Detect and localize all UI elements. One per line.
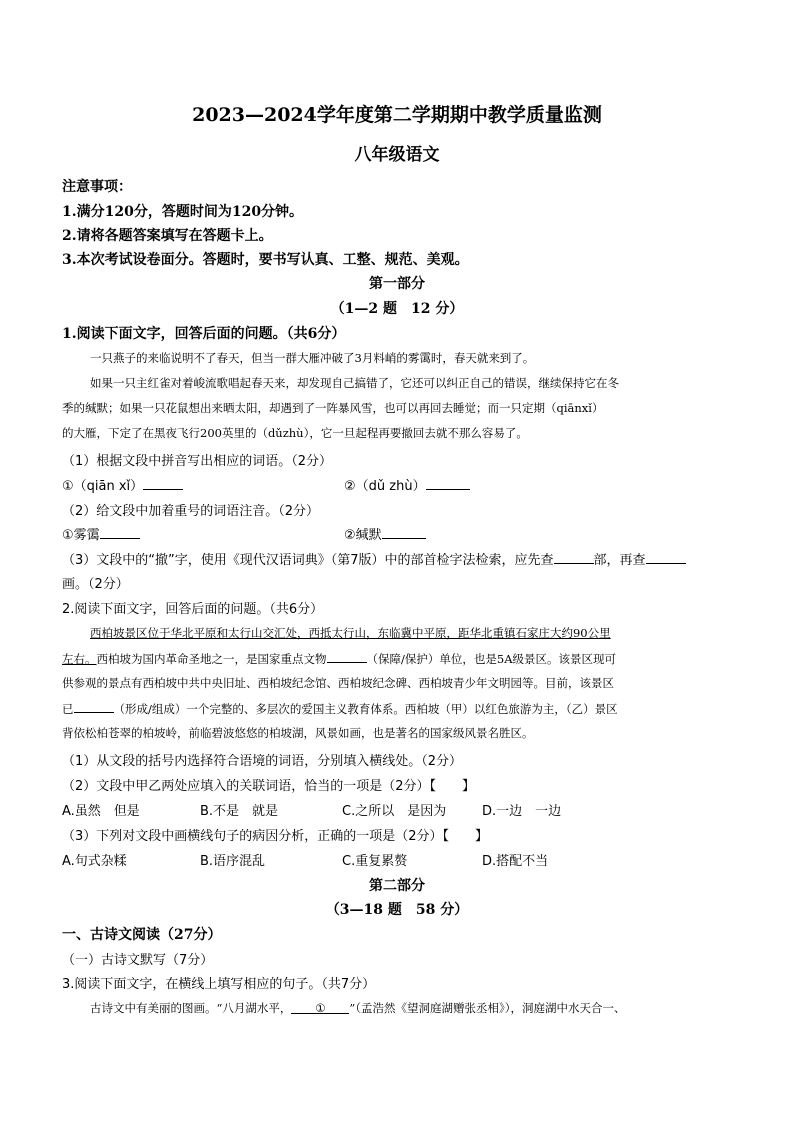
q1-sub2-a-label: ①雾霭 [62, 528, 100, 543]
answer-blank[interactable] [74, 700, 114, 713]
q2-sub1: （1）从文段的括号内选择符合语境的词语，分别填入横线处。（2分） [62, 754, 463, 769]
q1-sub2-a [62, 524, 140, 543]
part2-range: （3—18 题 58 分） [325, 902, 469, 918]
q2-sub3-option[interactable]: A.句式杂糅 [62, 854, 127, 869]
q2-sub2-option[interactable]: D.一边 一边 [482, 804, 562, 819]
q3-prompt: 3.阅读下面文字，在横线上填写相应的句子。（共7分） [62, 977, 376, 992]
answer-blank[interactable] [100, 526, 140, 539]
notes-heading: 注意事项： [62, 179, 132, 195]
q1-sub1-b-label: ②（dǔ zhù） [344, 479, 426, 494]
q1-sub3-text-a: （3）文段中的“撤”字，使用《现代汉语词典》（第7版）中的部首检字法检索，应先查 [62, 553, 554, 568]
q3-passage-text: 古诗文中有美丽的图画。“八月湖水平， [90, 1001, 292, 1015]
q2-sub3-option[interactable]: D.搭配不当 [482, 854, 549, 869]
answer-blank[interactable] [646, 551, 686, 564]
q2-passage-text: 西柏坡为国内革命圣地之一，是国家重点文物 [96, 652, 327, 666]
q1-sub3 [62, 549, 686, 568]
answer-blank[interactable]: ① [291, 1001, 349, 1014]
q2-sub2-option[interactable]: A.虽然 但是 [62, 804, 140, 819]
q1-sub2: （2）给文段中加着重号的词语注音。（2分） [62, 504, 320, 519]
q1-sub2-b [344, 524, 426, 543]
q1-sub1-b [344, 475, 470, 494]
q1-passage-line: 如果一只主红雀对着峻流歌唱起春天来，却发现自己搞错了，它还可以纠正自己的错误，继续保持它在冬 [90, 376, 619, 390]
q2-sub3: （3）下列对文段中画横线句子的病因分析，正确的一项是（2分）【 】 [62, 829, 489, 844]
exam-title: 2023—2024学年度第二学期期中教学质量监测 [192, 104, 602, 126]
q2-sub3-option[interactable]: C.重复累赘 [342, 854, 408, 869]
q1-sub3-text-b: 部，再查 [593, 553, 646, 568]
note-item: 2.请将各题答案填写在答题卡上。 [62, 228, 273, 244]
q1-sub3-tail: 画。（2分） [62, 577, 129, 592]
q1-sub1: （1）根据文段中拼音写出相应的词语。（2分） [62, 454, 333, 469]
q2-passage-line: 供参观的景点有西柏坡中共中央旧址、西柏坡纪念馆、西柏坡纪念碑、西柏坡青少年文明园等。目前，该景区 [62, 676, 614, 690]
q2-sub2-option[interactable]: B.不是 就是 [200, 804, 279, 819]
note-item: 3.本次考试设卷面分。答题时，要书写认真、工整、规范、美观。 [62, 252, 469, 268]
section1-sub: （一）古诗文默写（7分） [62, 953, 214, 968]
q2-passage-line [90, 625, 611, 641]
part1-title: 第一部分 [369, 276, 425, 292]
q2-passage-text: （保障/保护）单位，也是5A级景区。该景区现可 [366, 652, 616, 666]
q2-passage-line [62, 700, 618, 717]
q2-underlined-sentence: 西柏坡景区位于华北平原和太行山交汇处，西抵太行山，东临冀中平原，距华北重镇石家庄大约90公里 [90, 626, 611, 640]
answer-blank[interactable] [554, 551, 594, 564]
answer-blank[interactable] [382, 526, 426, 539]
q1-sub1-a-label: ①（qiān xǐ） [62, 479, 144, 494]
q2-passage-line [62, 650, 616, 667]
answer-blank[interactable] [426, 477, 470, 490]
q2-prompt: 2.阅读下面文字，回答后面的问题。（共6分） [62, 602, 324, 617]
q1-sub2-b-label: ②缄默 [344, 528, 382, 543]
answer-blank[interactable] [327, 650, 367, 663]
q2-sub3-option[interactable]: B.语序混乱 [200, 854, 266, 869]
q2-passage-text: （形成/组成）一个完整的、多层次的爱国主义教育体系。西柏坡（甲）以红色旅游为主，（乙）景区 [113, 702, 618, 716]
q1-passage-line: 的大雁，下定了在黑夜飞行200英里的（dǔzhù），它一旦起程再要撤回去就不那么容易了。 [62, 426, 528, 440]
part2-title: 第二部分 [369, 878, 425, 894]
part1-range: （1—2 题 12 分） [330, 301, 464, 317]
q2-passage-line: 背依松柏苍翠的柏坡岭，前临碧波悠悠的柏坡湖，风景如画，也是著名的国家级风景名胜区。 [62, 726, 534, 740]
q2-sub2: （2）文段中甲乙两处应填入的关联词语，恰当的一项是（2分）【 】 [62, 779, 476, 794]
q3-passage-line [90, 1000, 626, 1016]
note-item: 1.满分120分，答题时间为120分钟。 [62, 204, 304, 220]
q3-passage-text: ”（孟浩然《望洞庭湖赠张丞相》），洞庭湖中水天合一、 [349, 1001, 626, 1015]
exam-subtitle: 八年级语文 [354, 145, 440, 165]
q2-passage-text: 已 [62, 702, 74, 716]
q1-prompt: 1.阅读下面文字，回答后面的问题。（共6分） [62, 326, 346, 342]
q2-underlined-sentence-end: 左右。 [62, 652, 97, 666]
q1-sub1-a [62, 475, 183, 494]
answer-blank[interactable] [143, 477, 183, 490]
q1-passage-line: 季的缄默；如果一只花鼠想出来晒太阳，却遇到了一阵暴风雪，也可以再回去睡觉；而一只定期（qiānxǐ） [62, 401, 604, 415]
q2-sub2-option[interactable]: C.之所以 是因为 [342, 804, 447, 819]
q1-passage-line: 一只燕子的来临说明不了春天，但当一群大雁冲破了3月料峭的雾霭时，春天就来到了。 [90, 351, 535, 365]
section1-title: 一、古诗文阅读（27分） [62, 927, 222, 943]
